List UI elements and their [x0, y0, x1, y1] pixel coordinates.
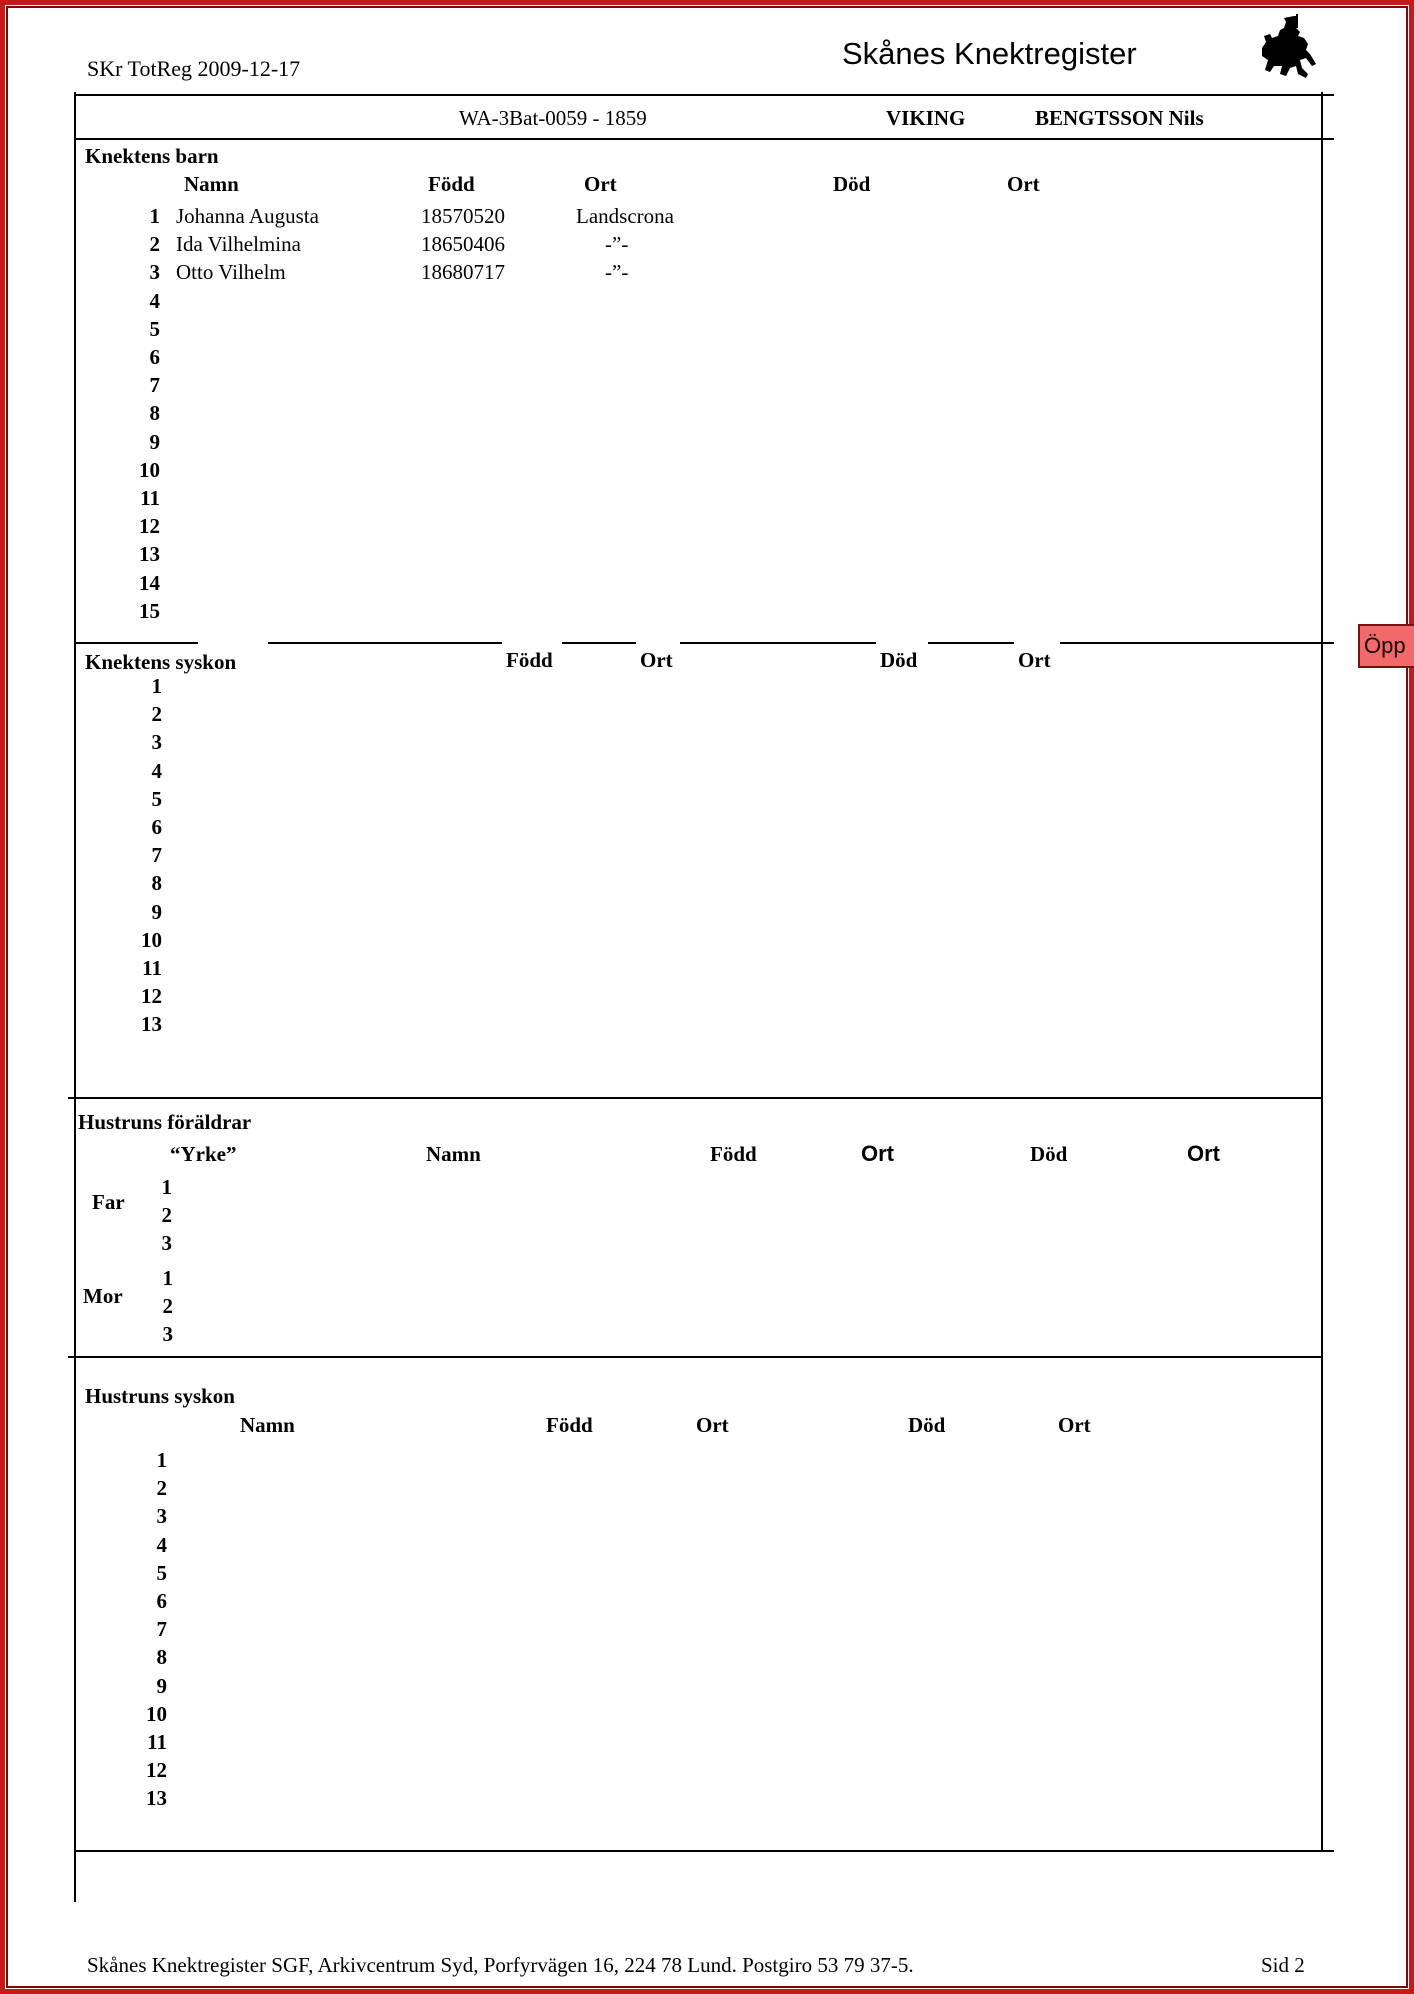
soldier-name: VIKING: [886, 106, 966, 130]
column-header-fodd: Född: [428, 172, 475, 196]
column-header-yrke: “Yrke”: [170, 1142, 237, 1166]
divider-syskon: [68, 1097, 1323, 1099]
row-number: 2: [156, 1476, 167, 1501]
column-header-ort: Ort: [640, 648, 673, 672]
row-number: 9: [151, 899, 162, 924]
header-rule-bottom: [74, 138, 1334, 140]
column-header-ort: Ort: [861, 1141, 894, 1166]
row-number: 13: [139, 542, 160, 567]
section-title-hustruns-foraldrar: Hustruns föräldrar: [78, 1110, 252, 1134]
row-number: 12: [146, 1758, 167, 1783]
row-number: 15: [139, 598, 160, 623]
child-birth-place: Landscrona: [576, 204, 674, 228]
mor-label: Mor: [83, 1284, 123, 1308]
row-number: 11: [142, 956, 162, 980]
row-number: 7: [149, 373, 160, 398]
row-number: 8: [156, 1645, 167, 1670]
row-number: 12: [139, 514, 160, 539]
child-birth-date: 18650406: [421, 232, 505, 257]
left-rule: [74, 92, 76, 1902]
column-header-namn: Namn: [184, 172, 239, 196]
column-header-ort: Ort: [584, 172, 617, 196]
row-number: 1: [149, 204, 160, 228]
person-name: BENGTSSON Nils: [1035, 106, 1204, 130]
right-rule: [1321, 92, 1323, 1852]
divider-foraldrar: [68, 1356, 1323, 1358]
column-header-ort2: Ort: [1018, 648, 1051, 672]
column-header-ort2: Ort: [1058, 1413, 1091, 1437]
row-number: 10: [146, 1701, 167, 1726]
row-number: 5: [151, 786, 162, 811]
column-header-ort: Ort: [696, 1413, 729, 1437]
row-number: 1: [161, 1175, 172, 1199]
child-name: Otto Vilhelm: [176, 260, 286, 285]
row-number: 3: [151, 730, 162, 755]
column-header-ort2: Ort: [1007, 172, 1040, 196]
row-number: 6: [149, 345, 160, 369]
row-number: 8: [151, 871, 162, 896]
doc-id: SKr TotReg 2009-12-17: [87, 56, 301, 81]
column-header-namn: Namn: [426, 1142, 481, 1166]
child-birth-place: -”-: [605, 232, 629, 257]
row-number: 6: [156, 1589, 167, 1613]
row-number: 14: [139, 570, 160, 595]
column-header-namn: Namn: [240, 1413, 295, 1437]
divider-bottom: [74, 1850, 1334, 1852]
row-number: 5: [149, 316, 160, 341]
section-title-hustruns-syskon: Hustruns syskon: [85, 1384, 235, 1408]
row-number: 1: [156, 1448, 167, 1472]
column-header-fodd: Född: [546, 1413, 593, 1437]
row-number: 3: [149, 260, 160, 285]
record-id: WA-3Bat-0059 - 1859: [459, 106, 647, 130]
row-number: 11: [140, 486, 160, 510]
child-birth-date: 18680717: [421, 260, 505, 285]
footer-address: Skånes Knektregister SGF, Arkivcentrum Syd, Porfyrvägen 16, 224 78 Lund. Postgiro 53 79 37-5.: [87, 1953, 914, 1977]
column-header-dod: Död: [880, 648, 918, 672]
column-header-ort2: Ort: [1187, 1141, 1220, 1166]
row-number: 3: [162, 1322, 173, 1347]
section-title-knektens-syskon: Knektens syskon: [85, 650, 237, 674]
row-number: 2: [162, 1294, 173, 1319]
row-number: 9: [156, 1673, 167, 1698]
row-number: 7: [151, 843, 162, 868]
page-border-inner: [6, 6, 1408, 1988]
column-header-dod: Död: [833, 172, 871, 196]
row-number: 12: [141, 984, 162, 1009]
child-name: Johanna Augusta: [176, 204, 319, 228]
child-birth-place: -”-: [605, 260, 629, 285]
row-number: 4: [151, 758, 162, 783]
column-header-fodd: Född: [710, 1142, 757, 1166]
column-header-fodd: Född: [506, 648, 553, 672]
column-header-dod: Död: [908, 1413, 946, 1437]
row-number: 6: [151, 815, 162, 839]
child-birth-date: 18570520: [421, 204, 505, 228]
row-number: 13: [141, 1012, 162, 1037]
header-rule-top: [74, 94, 1334, 96]
knight-on-horse-icon: [1256, 14, 1318, 90]
row-number: 3: [156, 1504, 167, 1529]
row-number: 1: [151, 674, 162, 698]
row-number: 1: [162, 1266, 173, 1290]
row-number: 4: [156, 1532, 167, 1557]
row-number: 11: [147, 1730, 167, 1754]
row-number: 13: [146, 1786, 167, 1811]
row-number: 8: [149, 401, 160, 426]
column-header-dod: Död: [1030, 1142, 1068, 1166]
row-number: 5: [156, 1560, 167, 1585]
page-title: Skånes Knektregister: [842, 36, 1137, 71]
row-number: 2: [161, 1203, 172, 1228]
section-title-knektens-barn: Knektens barn: [85, 144, 219, 168]
row-number: 9: [149, 429, 160, 454]
row-number: 10: [139, 457, 160, 482]
far-label: Far: [92, 1190, 125, 1214]
page-number: Sid 2: [1261, 1953, 1305, 1977]
row-number: 2: [149, 232, 160, 257]
open-button[interactable]: Öpp: [1358, 624, 1414, 668]
row-number: 7: [156, 1617, 167, 1642]
row-number: 4: [149, 288, 160, 313]
row-number: 10: [141, 927, 162, 952]
row-number: 3: [161, 1231, 172, 1256]
row-number: 2: [151, 702, 162, 727]
child-name: Ida Vilhelmina: [176, 232, 301, 257]
